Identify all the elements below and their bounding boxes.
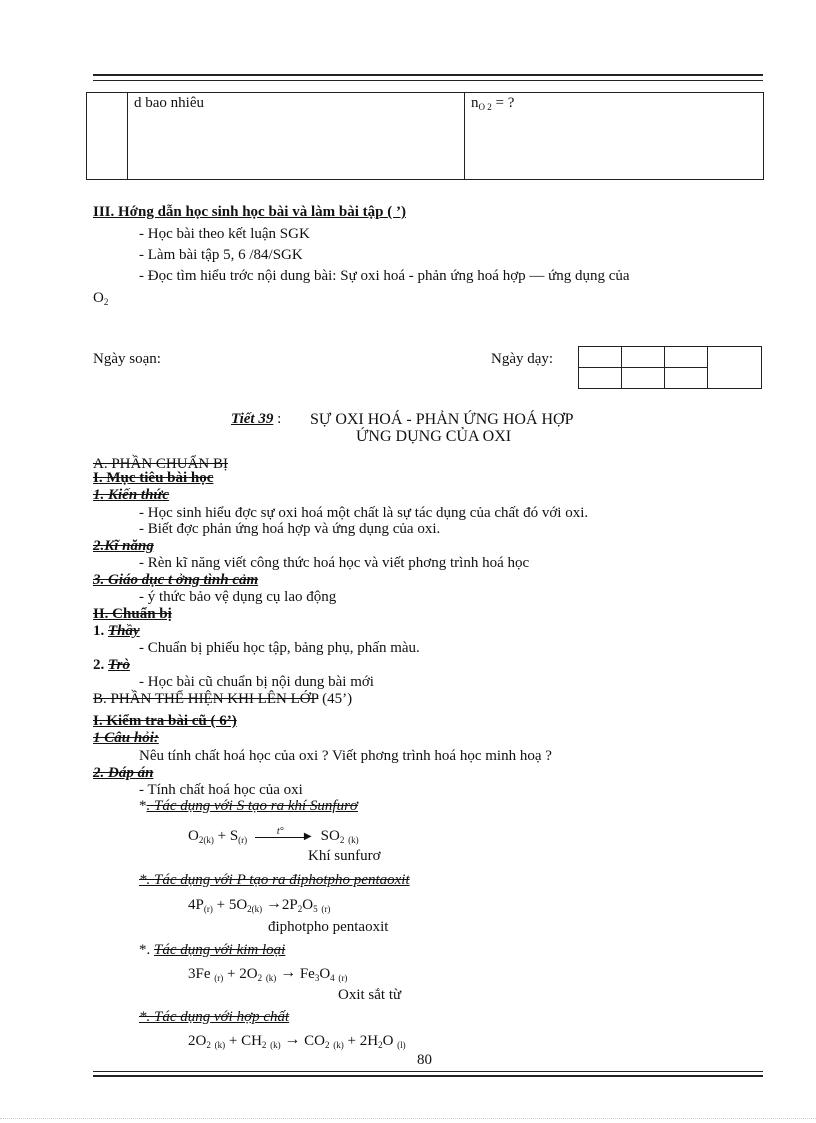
ngay-day-label: Ngày dạy: bbox=[491, 351, 554, 367]
footer-rule-thick bbox=[93, 1075, 763, 1077]
reaction3-name: Oxit sắt từ bbox=[338, 987, 402, 1003]
eq-sub: 2 bbox=[206, 1040, 211, 1050]
reaction2-equation bbox=[188, 896, 330, 914]
ngay-day-grid bbox=[578, 346, 762, 389]
eq-fe: Fe bbox=[195, 966, 211, 982]
eq-o: O bbox=[195, 1033, 207, 1049]
kien-thuc-item-2: - Biết đợc phản ứng hoá hợp và ứng dụng của oxi. bbox=[139, 521, 441, 537]
eq-coef: 5 bbox=[228, 897, 237, 913]
arrow-right-icon: → bbox=[280, 964, 297, 981]
lesson-title-2: ỨNG DỤNG CỦA OXI bbox=[356, 428, 512, 445]
reaction2-name: điphotpho pentaoxit bbox=[268, 919, 389, 935]
answer-intro: - Tính chất hoá học của oxi bbox=[139, 782, 303, 798]
eq-state: (r) bbox=[321, 904, 331, 914]
arrow-right-icon: → bbox=[265, 895, 282, 912]
o2-o: O bbox=[93, 290, 104, 306]
eq-o: O bbox=[319, 966, 331, 982]
eq-state: (r) bbox=[238, 835, 248, 845]
day-cell bbox=[665, 368, 708, 389]
top-table bbox=[86, 92, 764, 180]
arrow-head-icon: ▶ bbox=[303, 831, 312, 842]
eq-sub: 2 bbox=[297, 904, 303, 914]
eq-sub: 2 bbox=[325, 1040, 330, 1050]
eq-state: (l) bbox=[397, 1040, 406, 1050]
header-rule-thick bbox=[93, 74, 763, 76]
eq-state: (k) bbox=[270, 1040, 281, 1050]
o2-sub: 2 bbox=[103, 297, 109, 307]
table-cell-answer bbox=[465, 93, 764, 180]
page-edge-dotted bbox=[0, 1118, 816, 1119]
r3-star: *. bbox=[139, 942, 154, 958]
eq-o: O bbox=[302, 897, 314, 913]
eq-sub: 2 bbox=[257, 973, 263, 983]
part-b-duration: (45’) bbox=[318, 691, 353, 707]
lesson-title-1: SỰ OXI HOÁ - PHẢN ỨNG HOÁ HỢP bbox=[310, 411, 574, 428]
part-a-heading: A. PHẦN CHUẨN BỊ bbox=[93, 456, 229, 472]
eq-plus: + bbox=[343, 1033, 360, 1049]
day-cell bbox=[579, 347, 622, 368]
section3-item-3-cont bbox=[93, 290, 108, 307]
kien-thuc-item-1: - Học sinh hiểu đợc sự oxi hoá một chất là sự tác dụng của chất đó với oxi. bbox=[139, 505, 589, 521]
section3-item-2: - Làm bài tập 5, 6 /84/SGK bbox=[139, 247, 303, 263]
day-cell bbox=[665, 347, 708, 368]
eq-fe: Fe bbox=[299, 966, 315, 982]
eq-plus: + bbox=[212, 897, 229, 913]
eq-p: P bbox=[195, 897, 204, 913]
eq-coef: 4 bbox=[188, 897, 196, 913]
eq-o: O bbox=[382, 1033, 394, 1049]
eq-ch: CH bbox=[241, 1033, 262, 1049]
r3-title-text: Tác dụng với kim loại bbox=[154, 942, 286, 958]
eq-state: (k) bbox=[265, 973, 277, 983]
thay-num: 1. bbox=[93, 623, 108, 639]
arrow-line bbox=[255, 837, 307, 838]
tro-label: Trò bbox=[108, 657, 130, 673]
eq-state: (r) bbox=[338, 973, 348, 983]
tiet-label: Tiết 39 bbox=[231, 411, 274, 427]
eq-state: (k) bbox=[348, 835, 359, 845]
thay-item: - Chuẩn bị phiếu học tập, bảng phụ, phấn màu. bbox=[139, 640, 420, 656]
dap-an-heading: 2. Đáp án bbox=[93, 765, 154, 781]
eq-sub: 2 bbox=[198, 835, 204, 845]
answer-n: n bbox=[471, 95, 479, 111]
eq-sub: 3 bbox=[314, 973, 320, 983]
reaction4-equation bbox=[188, 1032, 406, 1050]
eq-sub: 2 bbox=[261, 1040, 267, 1050]
table-cell-empty bbox=[87, 93, 128, 180]
reaction4-title: *. Tác dụng với hợp chất bbox=[139, 1009, 290, 1025]
ki-nang-heading: 2.Kĩ năng bbox=[93, 538, 154, 554]
reaction1-title bbox=[139, 798, 358, 815]
eq-state: (r) bbox=[214, 973, 224, 983]
eq-state: (k) bbox=[251, 904, 263, 914]
reaction1-name: Khí sunfurơ bbox=[308, 848, 381, 864]
kiem-tra-heading: I. Kiểm tra bài cũ ( 6’) bbox=[93, 713, 237, 729]
eq-p: P bbox=[289, 897, 298, 913]
reaction1-equation bbox=[188, 828, 359, 845]
eq-plus: + bbox=[225, 1033, 242, 1049]
section3-title: III. Hớng dẫn học sinh học bài và làm bài tập ( ’) bbox=[93, 204, 406, 220]
lesson-tiet bbox=[231, 411, 281, 428]
eq-sub: 5 bbox=[313, 904, 318, 914]
table-cell-question bbox=[128, 93, 465, 180]
day-cell bbox=[622, 368, 665, 389]
tro-item: - Học bài cũ chuẩn bị nội dung bài mới bbox=[139, 674, 374, 690]
reaction2-title: *. Tác dụng với P tạo ra điphotpho pentaoxit bbox=[139, 872, 410, 888]
question-text: d bao nhiêu bbox=[134, 95, 204, 111]
eq-state: (r) bbox=[203, 904, 213, 914]
giao-duc-item: - ý thức bảo vệ dụng cụ lao động bbox=[139, 589, 337, 605]
eq-co: CO bbox=[304, 1033, 325, 1049]
tro-num: 2. bbox=[93, 657, 108, 673]
page-number: 80 bbox=[417, 1052, 432, 1068]
eq-state: (k) bbox=[203, 835, 214, 845]
ngay-soan-label: Ngày soạn: bbox=[93, 351, 161, 367]
part-b-title: B. PHẦN THỂ HIỆN KHI LÊN LỚP bbox=[93, 691, 319, 707]
reaction3-title bbox=[139, 942, 285, 959]
eq-h: H bbox=[367, 1033, 379, 1049]
arrow-right-icon: → bbox=[284, 1031, 301, 1048]
giao-duc-heading: 3. Giáo dục t ởng tình cảm bbox=[93, 572, 259, 588]
condition-text: t° bbox=[276, 826, 284, 837]
section3-item-1: - Học bài theo kết luận SGK bbox=[139, 226, 310, 242]
thay-label: Thầy bbox=[108, 623, 140, 639]
tro-heading bbox=[93, 657, 130, 674]
cau-hoi-heading: 1 Câu hỏi: bbox=[93, 730, 159, 746]
eq-plus: + bbox=[223, 966, 240, 982]
part-b-heading bbox=[93, 691, 352, 708]
eq-coef: 2 bbox=[188, 1033, 196, 1049]
chuan-bi-heading: II. Chuẩn bị bbox=[93, 606, 172, 622]
eq-coef: 2 bbox=[281, 897, 290, 913]
footer-rule-thin bbox=[93, 1071, 763, 1072]
day-cell-tall bbox=[708, 347, 762, 389]
day-cell bbox=[622, 347, 665, 368]
eq-sub: 2 bbox=[339, 835, 345, 845]
muc-tieu-heading: I. Mục tiêu bài học bbox=[93, 470, 214, 486]
eq-coef: 2 bbox=[359, 1033, 368, 1049]
tiet-colon: : bbox=[273, 411, 282, 427]
r1-title-text: . Tác dụng với S tạo ra khí Sunfurơ bbox=[146, 798, 358, 814]
eq-s: S bbox=[229, 828, 239, 844]
reaction3-equation bbox=[188, 965, 347, 983]
cau-hoi-text: Nêu tính chất hoá học của oxi ? Viết phơng trình hoá học minh hoạ ? bbox=[139, 748, 552, 764]
eq-sub: 4 bbox=[330, 973, 335, 983]
eq-sub: 2 bbox=[247, 904, 252, 914]
eq-so: SO bbox=[320, 828, 340, 844]
kien-thuc-heading: 1. Kiến thức bbox=[93, 487, 170, 503]
r1-star: * bbox=[139, 798, 147, 814]
eq-plus: + bbox=[213, 828, 230, 844]
eq-o: O bbox=[188, 828, 199, 844]
section3-item-3: - Đọc tìm hiểu trớc nội dung bài: Sự oxi hoá - phản ứng hoá hợp — ứng dụng của bbox=[139, 268, 630, 284]
header-rule-thin bbox=[93, 80, 763, 81]
day-cell bbox=[579, 368, 622, 389]
thay-heading bbox=[93, 623, 140, 640]
answer-rest: = ? bbox=[491, 95, 515, 111]
eq-o: O bbox=[236, 897, 248, 913]
answer-sub: O 2 bbox=[478, 102, 492, 112]
eq-coef: 3 bbox=[188, 966, 196, 982]
eq-o: O bbox=[246, 966, 258, 982]
eq-state: (k) bbox=[333, 1040, 344, 1050]
eq-state: (k) bbox=[214, 1040, 226, 1050]
ki-nang-item: - Rèn kĩ năng viết công thức hoá học và viết phơng trình hoá học bbox=[139, 555, 530, 571]
eq-sub: 2 bbox=[378, 1040, 383, 1050]
eq-coef: 2 bbox=[239, 966, 247, 982]
